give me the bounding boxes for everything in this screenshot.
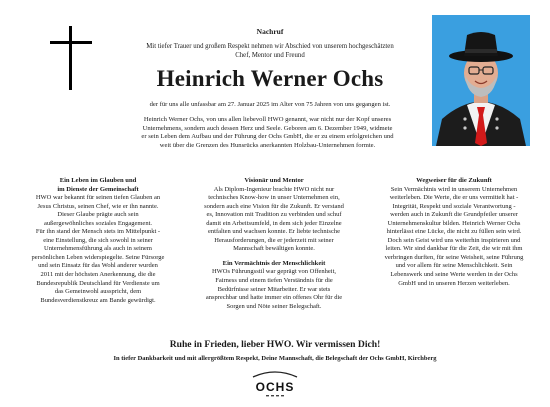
ochs-logo <box>247 368 303 400</box>
column-title: Wegweiser für die Zukunft <box>416 177 492 184</box>
cross-icon <box>50 26 92 90</box>
column-title: Ein Leben im Glauben und im Dienste der Gemeinschaft <box>57 177 139 193</box>
column-text: HWOs Führungsstil war geprägt von Offenheit, Fairness und einem tiefen Verständnis für die Bedürfnisse seiner Mitarbeiter. Er war stets ansprechbar und hatte immer ein offenes Ohr für die Sorgen und Nöte seiner Belegschaft. <box>205 268 343 310</box>
death-date-text: der für uns alle unfassbar am 27. Januar 2025 im Alter von 75 Jahren von uns gegangen ist. <box>149 101 391 108</box>
column-text: HWO war bekannt für seinen tiefen Glauben an Jesus Christus, seinen Chef, wie er ihn nannte. Dieser Glaube prägte auch sein außergewöhnliches soziales Engagement. Für ihn stand der Mensch stets im Mittelpunkt - eine Einstellung, die sich sowohl in seiner Unternehmensführung als auch in seinem persönlichen Leben widerspiegelte. Seine Fürsorge und sein Einsatz für das Wohl anderer wurden 2011 mit der höchsten Anerkennung, die die Bundesrepublik Deutschland für Verdienste um das Gemeinwohl ausspricht, dem Bundesverdienstkreuz am Bande gewürdigt. <box>31 194 165 304</box>
column-text: Sein Vermächtnis wird in unserem Unternehmen weiterleben. Die Werte, die er uns vermittelt hat - Integrität, Respekt und soziale Verantwortung - werden auch in Zukunft die Grundpfeiler unserer Unternehmenskultur bilden. Heinrich Werner Ochs hinterlässt eine Lücke, die nicht zu füllen sein wird. Doch sein Geist wird uns weiterhin inspirieren und leiten. Wir sind dankbar für die Zeit, die wir mit ihm verbringen durften, für seine Weisheit, seine Führung und vor allem für seine Menschlichkeit. Sein Lebenswerk und seine Werte werden in der Ochs GmbH und in unseren Herzen weiterleben. <box>384 185 524 287</box>
deceased-name: Heinrich Werner Ochs <box>156 66 384 91</box>
thanks-line: In tiefer Dankbarkeit und mit allergrößtem Respekt, Deine Mannschaft, die Belegschaft der Ochs GmbH, Kirchberg <box>113 355 437 362</box>
biography-paragraph: Heinrich Werner Ochs, von uns allen liebevoll HWO genannt, war nicht nur der Kopf unseres Unternehmens, sondern auch dessen Herz und Seele. Geboren am 6. Dezember 1949, widmete er sein Leben dem Aufbau und der Führung der Ochs GmbH, die er zu einem erfolgreichen und weit über die Grenzen des Hunsrücks anerkannten Holzbau-Unternehmen formte. <box>141 116 394 149</box>
logo-text: OCHS <box>255 380 295 394</box>
column-faith <box>12 177 184 305</box>
column-visionary <box>184 177 364 311</box>
farewell-line: Ruhe in Frieden, lieber HWO. Wir vermissen Dich! <box>169 339 381 350</box>
portrait-photo <box>432 15 530 146</box>
intro-text: Mit tiefer Trauer und großem Respekt nehmen wir Abschied von unserem hochgeschätzten Chef, Mentor und Freund <box>146 43 394 59</box>
column-legacy <box>366 177 542 288</box>
column-title: Ein Vermächtnis der Menschlichkeit <box>222 259 326 267</box>
nachruf-heading: Nachruf <box>256 27 284 36</box>
column-title: Visionär und Mentor <box>244 177 304 184</box>
column-text: Als Diplom-Ingenieur brachte HWO nicht nur technisches Know-how in unser Unternehmen ein, sondern auch eine Vision für die Zukunft. Er verstand es, Innovation mit Tradition zu verbinden und schuf damit ein Arbeitsumfeld, in dem sich jeder Einzelne entfalten und wachsen konnte. Er liebte technische Herausforderungen, die er jederzeit mit seiner Mannschaft bewältigen konnte. <box>204 185 344 253</box>
